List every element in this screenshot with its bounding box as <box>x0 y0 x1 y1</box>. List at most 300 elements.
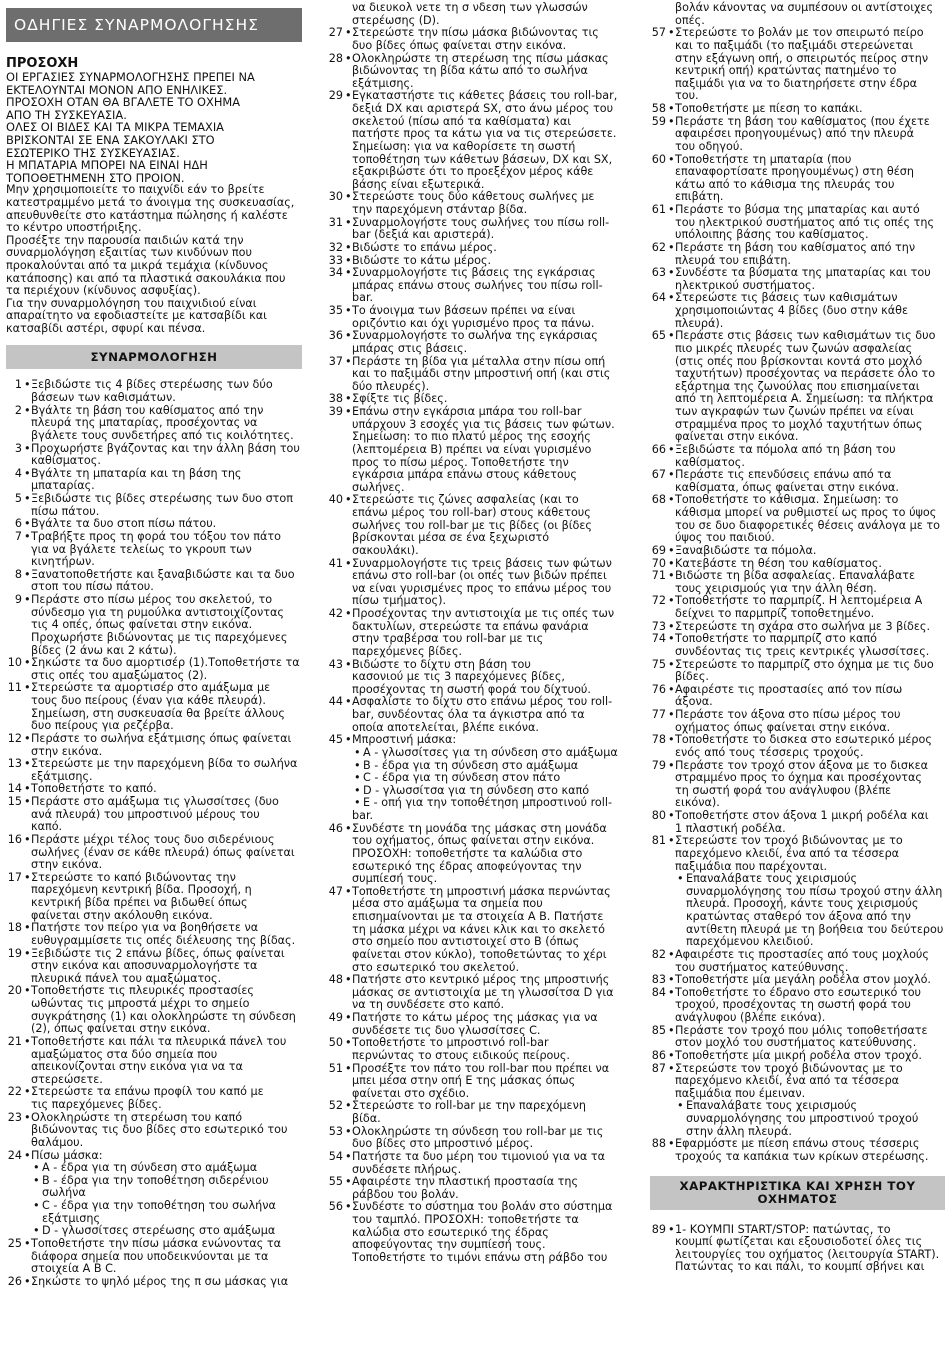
step-number: 39 <box>328 405 343 418</box>
step-line: Ξεβιδώστε τις βίδες στερέωσης των δυο στοπ <box>31 492 293 506</box>
step-number: 76 <box>651 682 666 696</box>
step-number: 16 <box>7 832 22 846</box>
bullet-icon: • <box>668 203 675 216</box>
step-line: bar. <box>352 291 374 305</box>
column-3 <box>650 2 945 1274</box>
step-line: στην εικόνα και αποσυναρμολογήστε τα <box>31 959 258 973</box>
step-number: 73 <box>651 619 666 633</box>
step-line: Τοποθετήστε το παρμπρίζ. Η λεπτομέρεια A <box>675 594 923 608</box>
step-line: Σηκώστε τα δυο αμορτισέρ (1).Τοποθετήστε τα <box>31 656 300 670</box>
warning-line: απευθυνθείτε στο κατάστημα πώλησης ή καλέστε <box>6 208 288 222</box>
warning-line: Μην χρησιμοποιείτε το παιχνίδι εάν το βρείτε <box>6 183 265 197</box>
step-line: βγάλετε τους συνδετήρες από τις κοιλότητες. <box>31 428 294 442</box>
bullet-icon: • <box>668 834 675 848</box>
step-item <box>650 116 945 154</box>
step-line: Στερεώστε το παρμπρίζ στο όχημα με τις δυο <box>675 657 934 671</box>
step-number: 37 <box>328 354 343 368</box>
step-item <box>650 330 945 444</box>
sub-line: A - γλωσσίτσες για τη σύνδεση στο αμάξωμα <box>363 745 618 759</box>
step-number: 55 <box>328 1175 343 1189</box>
step-item <box>650 103 945 116</box>
step-line: παξιμάδια που παρέχονται. <box>675 859 828 873</box>
step-number: 69 <box>651 543 666 557</box>
bullet-icon: • <box>354 758 361 772</box>
warning-lower <box>6 184 302 335</box>
bullet-icon: • <box>345 253 352 267</box>
step-line: πιο μικρές πλευρές των ζωνών ασφαλείας <box>675 341 913 355</box>
step-number: 20 <box>7 984 22 998</box>
step-item <box>327 356 627 394</box>
step-line: του συστήματος κατεύθυνσης. <box>675 960 849 974</box>
bullet-icon: • <box>668 442 675 456</box>
bullet-icon: • <box>345 884 352 898</box>
bullet-icon: • <box>24 567 31 581</box>
bullet-icon: • <box>345 89 352 103</box>
step-line: απεικονίζονται στην εικόνα για να τα <box>31 1060 243 1074</box>
step-line: πλευρά). <box>675 316 724 330</box>
step-line: για να βγάλετε τελείως το γκρουπ των <box>31 542 252 556</box>
step-line: Τραβήξτε προς τη φορά του τόξου τον πάτο <box>31 529 281 543</box>
step-number: 12 <box>7 731 22 745</box>
sub-line: Επαναλάβατε τους χειρισμούς <box>686 872 858 886</box>
step-number: 9 <box>14 593 22 607</box>
step-line: σωλήνες (έναν σε κάθε πλευρά) όπως φαίνεται <box>31 845 295 859</box>
step-line: τους δυο πείρους (έναν για κάθε πλευρά). <box>31 694 266 708</box>
warning-line: κατεστραμμένο μετά το άνοιγμα της συσκευασίας, <box>6 195 295 209</box>
step-number: 74 <box>651 632 666 646</box>
step-line: κάθισμα μπορεί να ρυθμιστεί ως προς το ύψος <box>675 506 937 519</box>
step-line: φαίνεται στον κύκλο), τοποθετώντας το χέρι <box>352 947 607 961</box>
step-line: και το παξιμάδι (το παξιμάδι στερεώνεται <box>675 38 914 52</box>
step-line: από τη λεπτομέρεια A. Σημείωση: τα πλήκτρα <box>675 392 934 406</box>
step-item <box>6 1112 302 1150</box>
bullet-icon: • <box>345 657 352 671</box>
step-item <box>650 760 945 811</box>
bullet-icon: • <box>668 493 675 507</box>
step-item <box>6 834 302 872</box>
step-number: 2 <box>14 403 22 417</box>
step-line: Βιδώστε το επάνω μέρος. <box>352 240 497 254</box>
step-item <box>650 684 945 709</box>
bullet-icon: • <box>345 733 352 747</box>
bullet-icon: • <box>345 26 352 40</box>
step-line: Στερεώστε τις ζώνες ασφαλείας (και το <box>352 493 579 507</box>
step-line: Τοποθετήστε το κάθισμα. Σημείωση: το <box>675 493 899 507</box>
step-line: Προσέχοντας την αντιστοιχία με τις οπές των <box>352 607 615 620</box>
step-item <box>650 267 945 292</box>
step-line: δακτυλίων, στερεώστε τα επάνω φανάρια <box>352 619 589 633</box>
bullet-icon: • <box>33 1199 40 1213</box>
step-line: Μπροστινή μάσκα: <box>352 733 457 747</box>
step-item <box>6 379 302 404</box>
step-number: 68 <box>651 493 666 507</box>
step-line: Τοποθετήστε το έδρανο στο εσωτερικό του <box>675 985 922 999</box>
step-line: φαίνεται στην ακόλουθη εικόνα. <box>31 908 213 922</box>
step-line: Στερεώστε το βολάν με τον σπειρωτό πείρο <box>675 26 924 40</box>
step-number: 67 <box>651 468 666 482</box>
step-number: 26 <box>7 1274 22 1288</box>
step-item <box>6 1238 302 1276</box>
step-line: τις 4 οπές, όπως φαίνεται στην εικόνα. <box>31 618 253 632</box>
step-number: 36 <box>328 329 343 343</box>
step-line: Σημείωση: το πιο πλατύ μέρος της εσοχής <box>352 430 591 444</box>
bullet-icon: • <box>668 1222 675 1236</box>
sub-item <box>6 1200 302 1225</box>
step-line: Βγάλτε τη μπαταρία και τη βάση της <box>31 466 242 480</box>
bullet-icon: • <box>677 1099 684 1113</box>
warning-line: απαραίτητο να εφοδιαστείτε με κατσαβίδι και <box>6 309 267 323</box>
step-line: δύο πλευρές). <box>352 379 430 393</box>
step-number: 34 <box>328 266 343 280</box>
step-item <box>6 531 302 569</box>
step-line: Περάστε τη βάση του καθίσματος από την <box>675 240 916 254</box>
step-line: Στερεώστε τις βάσεις των καθισμάτων <box>675 291 898 305</box>
step-number: 24 <box>7 1148 22 1162</box>
step-continuation: οπές. <box>675 13 705 27</box>
step-line: Πατήστε το κάτω μέρος της μάσκας για να <box>352 1011 598 1024</box>
step-number: 17 <box>7 870 22 884</box>
sub-line: B - έδρα για την τοποθέτηση σιδερένιου <box>42 1173 269 1187</box>
steps-list-col3-after <box>650 1224 945 1275</box>
step-item <box>650 1224 945 1275</box>
step-item <box>650 835 945 873</box>
step-item <box>6 493 302 518</box>
bullet-icon: • <box>33 1173 40 1187</box>
step-line: Συναρμολογήστε τις τρεις βάσεις των φώτων <box>352 556 612 570</box>
step-number: 60 <box>651 152 666 166</box>
step-line: στην εικόνα. <box>31 744 103 758</box>
step-number: 57 <box>651 26 666 40</box>
warning-line: Προσέξτε την παρουσία παιδιών κατά την <box>6 233 244 247</box>
bullet-icon: • <box>345 1036 352 1050</box>
step-line: Περάστε στο αμάξωμα τις γλωσσίτσες (δυο <box>31 795 279 809</box>
step-line: Στερεώστε με την παρεχόμενη βίδα το σωλήνα <box>31 757 298 771</box>
bullet-icon: • <box>345 1200 352 1214</box>
step-line: εγκάρσια μπάρα επάνω στους κάθετους <box>352 468 577 482</box>
step-line: του οχήματος, όπως φαίνεται στην εικόνα. <box>352 834 595 848</box>
step-item <box>6 569 302 594</box>
step-line: ταχυτήτων) προσέχοντας να περάσετε όλο το <box>675 367 936 381</box>
step-line: εξάτμισης. <box>31 769 93 783</box>
step-line: δείχνει το παρμπρίζ τοποθετημένο. <box>675 607 875 620</box>
step-line: του οδηγού. <box>675 139 743 153</box>
warning-line: συναρμολόγηση εξαιτίας των κινδύνων που <box>6 246 252 260</box>
step-number: 75 <box>651 657 666 671</box>
step-line: προς το πίσω μέρος. Τοποθετήστε την <box>352 455 569 469</box>
step-line: κάτω από το κάθισμα της πλευράς του <box>675 177 895 191</box>
step-line: παξιμάδια που έμειναν. <box>675 1086 806 1100</box>
step-number: 1 <box>14 378 22 392</box>
step-line: υπάρχουν 3 εσοχές για τις βάσεις των φώτων. <box>352 417 615 431</box>
step-number: 61 <box>651 203 666 216</box>
sub-item <box>650 873 945 949</box>
step-line: επιβάτη. <box>675 190 724 204</box>
step-line: Τοποθετήστε το καπό. <box>31 782 157 796</box>
sub-item <box>6 1175 302 1200</box>
step-item <box>327 1151 627 1176</box>
step-number: 78 <box>651 733 666 747</box>
step-line: Τοποθετήστε τη μπροστινή μάσκα περνώντας <box>352 884 611 898</box>
step-line: Στερεώστε το roll-bar με την παρεχόμενη <box>352 1099 586 1113</box>
step-number: 7 <box>14 529 22 543</box>
warning-line: ΟΙ ΕΡΓΑΣΙΕΣ ΣΥΝΑΡΜΟΛΟΓΗΣΗΣ ΠΡΕΠΕΙ ΝΑ <box>6 70 255 84</box>
bullet-icon: • <box>24 403 31 417</box>
step-line: Στερεώστε τον τροχό βιδώνοντας με το <box>675 834 903 848</box>
step-item <box>327 1176 627 1201</box>
step-number: 10 <box>7 656 22 670</box>
step-line: Στερεώστε τα επάνω προφίλ του καπό με <box>31 1085 264 1099</box>
sub-line: στην άλλη πλευρά. <box>686 1124 792 1138</box>
step-item <box>327 1037 627 1062</box>
step-item <box>327 90 627 191</box>
step-number: 72 <box>651 594 666 608</box>
step-line: βάσης είναι εξωτερικά. <box>352 177 485 191</box>
step-line: εξάρτημα της ζωνούλας που επισημαίνεται <box>675 379 920 393</box>
step-line: την παρεχόμενη στάνταρ βίδα. <box>352 203 528 216</box>
bullet-icon: • <box>345 973 352 987</box>
step-item <box>327 696 627 734</box>
bullet-icon: • <box>668 1048 675 1062</box>
step-line: εξακριβώστε ότι το προεξέχον μέρος κάθε <box>352 165 594 179</box>
step-line: βίδες. <box>675 670 709 684</box>
step-number: 53 <box>328 1124 343 1138</box>
step-number: 28 <box>328 51 343 65</box>
step-line: βρίσκονται μέσα σε ένα ξεχωριστό <box>352 531 550 545</box>
bullet-icon: • <box>668 973 675 987</box>
step-line: Πατήστε τα δυο μέρη του τιμονιού για να τα <box>352 1149 605 1163</box>
step-line: Στερεώστε τον τροχό βιδώνοντας με το <box>675 1061 903 1075</box>
step-line: Βγάλτε τη βάση του καθίσματος από την <box>31 403 264 417</box>
bullet-icon: • <box>345 607 352 620</box>
step-line: στερεώσετε. <box>31 1072 103 1086</box>
section-features-line: ΧΑΡΑΚΤΗΡΙΣΤΙΚΑ ΚΑΙ ΧΡΗΣΗ ΤΟΥ <box>679 1178 916 1193</box>
bullet-icon: • <box>345 215 352 229</box>
step-line: επισημαίνονται με τα στοιχεία A B. Πατήστε <box>352 910 604 923</box>
bullet-icon: • <box>345 821 352 835</box>
step-line: ΠΡΟΣΟΧΗ: τοποθετήστε τα καλώδια στο <box>352 846 583 860</box>
step-line: τις παρεχόμενες βίδες. <box>31 1098 162 1112</box>
step-number: 5 <box>14 492 22 506</box>
step-item <box>650 1025 945 1050</box>
step-line: κασονιού με τις 3 παρεχόμενες βίδες, <box>352 670 565 684</box>
step-line: Τοποθετήστε το παρμπρίζ στο καπό <box>675 632 877 646</box>
step-item <box>6 872 302 923</box>
step-item <box>650 469 945 494</box>
sub-line: κρατώντας σταθερό τον άξονα από την <box>686 910 911 923</box>
section-features-header <box>650 1176 945 1210</box>
bullet-icon: • <box>24 1034 31 1048</box>
step-line: (στις οπές που βρίσκονται κοντά στο μοχλό <box>675 354 923 368</box>
sub-line: A - έδρα για τη σύνδεση στο αμάξωμα <box>42 1161 258 1175</box>
step-line: πλευρά του επιβάτη. <box>675 253 791 267</box>
step-line: Περάστε το βύσμα της μπαταρίας και αυτό <box>675 203 920 216</box>
warning-line: κατάποσης) και από τα πλαστικά σακουλάκια που <box>6 271 286 285</box>
step-item <box>650 974 945 987</box>
step-number: 18 <box>7 921 22 935</box>
step-item <box>327 823 627 886</box>
step-item <box>327 659 627 697</box>
bullet-icon: • <box>668 556 675 570</box>
step-number: 51 <box>328 1061 343 1075</box>
step-line: τροχού, προσέχοντας τη σωστή φορά του <box>675 998 911 1012</box>
step-item <box>327 494 627 557</box>
bullet-icon: • <box>668 291 675 305</box>
step-line: σωλήνες του roll-bar με τις βίδες (οι βίδες <box>352 518 593 532</box>
step-number: 83 <box>651 973 666 987</box>
bullet-icon: • <box>668 1023 675 1037</box>
step-line: συγκράτησης (1) και ολοκληρώστε τη σύνδεση <box>31 1009 296 1023</box>
step-line: κουμπί φωτίζεται και εξουσιοδοτεί όλες τις <box>675 1235 923 1249</box>
step-item <box>650 204 945 242</box>
warning-line: ΤΟΠΟΘΕΤΗΜΕΝΗ ΣΤΟ ΠΡΟΙΟΝ. <box>6 170 185 185</box>
step-number: 85 <box>651 1023 666 1037</box>
step-line: Βιδώστε το δίχτυ στη βάση του <box>352 657 531 671</box>
step-number: 27 <box>328 26 343 40</box>
bullet-icon: • <box>345 405 352 418</box>
sub-item <box>650 1100 945 1138</box>
step-line: Πατήστε τον πείρο για να βοηθήσετε να <box>31 921 259 935</box>
step-number: 50 <box>328 1036 343 1050</box>
step-line: του σε δυο διαφορετικές θέσεις ανάλογα με το <box>675 518 940 532</box>
step-line: πλευρικά πάνελ του αμαξώματος. <box>31 971 222 985</box>
step-line: Περάστε το σωλήνα εξάτμισης όπως φαίνεται <box>31 731 292 745</box>
step-line: δυο πείρους για ρεζέρβα. <box>31 719 174 733</box>
step-line: σύνδεσμο για τη ρυμούλκα αντιστοιχίζοντας <box>31 605 284 619</box>
step-continuation: στερέωσης (D). <box>352 13 440 27</box>
step-line: Τοποθετήστε τις πλευρικές προστασίες <box>31 984 254 998</box>
warning-line: κατσαβίδι αστέρι, σφυρί και πένσα. <box>6 321 206 335</box>
bullet-icon: • <box>345 304 352 317</box>
step-line: να τη συνδέσετε στο καπό. <box>352 998 505 1012</box>
step-line: σκελετού (πίσω από τα καθίσματα) και <box>352 114 572 128</box>
sub-line: αντίθετη πλευρά με τη βοήθεια του δεύτερου <box>686 922 944 936</box>
step-line: bar. <box>352 809 374 822</box>
step-line: δεξιά DX και αριστερά SX, στο άνω μέρος του <box>352 102 614 115</box>
step-line: τροχούς τα καπάκια των κρίκων στερέωσης. <box>675 1149 929 1163</box>
step-item <box>6 468 302 493</box>
bullet-icon: • <box>24 946 31 960</box>
step-line: Πίσω μάσκα: <box>31 1148 103 1162</box>
bullet-icon: • <box>24 984 31 998</box>
bullet-icon: • <box>668 569 675 583</box>
step-item <box>327 734 627 747</box>
step-line: Περάστε τις επενδύσεις επάνω από τα <box>675 468 892 482</box>
bullet-icon: • <box>668 809 675 822</box>
bullet-icon: • <box>24 1236 31 1250</box>
step-line: Πατήστε στο κεντρικό μέρος της μπροστινής <box>352 973 610 987</box>
step-line: Βγάλτε τα δυο στοπ πίσω πάτου. <box>31 517 217 531</box>
step-item <box>6 758 302 783</box>
step-number: 62 <box>651 240 666 254</box>
step-item <box>6 405 302 443</box>
step-number: 38 <box>328 392 343 406</box>
step-line: Το άνοιγμα των βάσεων πρέπει να είναι <box>352 304 576 317</box>
step-line: Τοποθετήστε το μπροστινό roll-bar <box>352 1036 549 1050</box>
warning-upper <box>6 71 302 184</box>
step-number: 84 <box>651 985 666 999</box>
step-item <box>327 1100 627 1125</box>
step-line: Ξεβιδώστε τα πόμολα από τη βάση του <box>675 442 896 456</box>
step-number: 45 <box>328 733 343 747</box>
step-line: Τοποθετήστε μία μικρή ροδέλα στον τροχό. <box>675 1048 922 1062</box>
step-line: του ταμπλό. ΠΡΟΣΟΧΗ: τοποθετήστε τα <box>352 1213 579 1226</box>
step-line: στοπ του πίσω πάτου. <box>31 580 154 594</box>
bullet-icon: • <box>668 240 675 254</box>
step-number: 80 <box>651 809 666 822</box>
bullet-icon: • <box>668 594 675 608</box>
step-line: να είναι γυρισμένες προς το επάνω μέρος του <box>352 581 612 595</box>
step-line: Ξαναβιδώστε τα πόμολα. <box>675 543 817 557</box>
step-line: ενός από τους τέσσερις τροχούς. <box>675 745 864 759</box>
bullet-icon: • <box>668 947 675 961</box>
step-item <box>327 558 627 609</box>
step-line: διάφορα σημεία που υποδεικνύονται με τα <box>31 1249 269 1263</box>
step-item <box>327 1012 627 1037</box>
bullet-icon: • <box>24 782 31 796</box>
step-item <box>650 292 945 330</box>
step-line: πλευρά της μπαταρίας, προσέχοντας να <box>31 416 258 430</box>
step-line: Συναρμολογήστε τις βάσεις της εγκάρσιας <box>352 266 596 280</box>
bullet-icon: • <box>24 492 31 506</box>
step-line: σακουλάκι). <box>352 543 419 557</box>
bullet-icon: • <box>668 758 675 772</box>
step-line: Ξανατοποθετήστε και ξαναβιδώστε και τα δυο <box>31 567 295 581</box>
bullet-icon: • <box>668 152 675 166</box>
sub-line: πλευρά. Προσοχή, κάντε τους χειρισμούς <box>686 897 919 911</box>
sub-item <box>6 1162 302 1175</box>
step-line: ανά πλευρά) του μπροστινού μέρους του <box>31 807 260 821</box>
warning-line: ΒΡΙΣΚΟΝΤΑΙ ΣΕ ΕΝΑ ΣΑΚΟΥΛΑΚΙ ΣΤΟ <box>6 132 215 147</box>
step-line: Ολοκληρώστε τη στερέωση της πίσω μάσκας <box>352 51 609 65</box>
step-line: μπάρας επάνω στους σωλήνες του πίσω roll- <box>352 278 603 292</box>
step-number: 77 <box>651 708 666 721</box>
step-line: φαίνεται στο σχέδιο. <box>352 1086 470 1100</box>
step-line: τη μάσκα μέχρι να κάνει κλικ και το σκελετό <box>352 922 605 936</box>
step-line: αμαξώματος στα δύο σημεία που <box>31 1047 218 1061</box>
bullet-icon: • <box>24 870 31 884</box>
bullet-icon: • <box>24 441 31 455</box>
bullet-icon: • <box>668 543 675 557</box>
step-line: τη σωστή φορά του ανάγλυφου (βλέπε <box>675 783 892 797</box>
bullet-icon: • <box>354 783 361 797</box>
step-line: στο σημείο που αντιστοιχεί στο B (όπως <box>352 935 580 949</box>
step-number: 89 <box>651 1222 666 1236</box>
step-item <box>6 682 302 733</box>
step-item <box>327 406 627 494</box>
step-line: παρεχόμενο κλειδί, ένα από τα τέσσερα <box>675 1074 900 1088</box>
step-item <box>6 1036 302 1087</box>
bullet-icon: • <box>24 656 31 670</box>
step-number: 52 <box>328 1099 343 1113</box>
step-line: υπόλοιπης βάσης του καθίσματος. <box>675 228 869 242</box>
step-line: συνδέσετε πλήρως. <box>352 1162 462 1176</box>
sub-line: D - γλωσσίτσες στερέωσης στο αμάξωμα <box>42 1224 276 1238</box>
step-line: στοιχεία A B C. <box>31 1262 117 1276</box>
sub-line: D - γλωσσίτσα για τη σύνδεση στο καπό <box>363 783 590 797</box>
step-item <box>6 733 302 758</box>
step-line: Τοποθετήστε και πάλι τα πλευρικά πάνελ του <box>31 1034 287 1048</box>
bullet-icon: • <box>24 593 31 607</box>
step-line: Ασφαλίστε το δίχτυ στο επάνω μέρος του roll- <box>352 695 613 709</box>
step-line: Τοποθετήστε στον άξονα 1 μικρή ροδέλα και <box>675 809 929 822</box>
bullet-icon: • <box>345 1124 352 1138</box>
step-number: 32 <box>328 240 343 254</box>
step-item <box>327 974 627 1012</box>
bullet-icon: • <box>668 329 675 343</box>
bullet-icon: • <box>24 1085 31 1099</box>
bullet-icon: • <box>345 1099 352 1113</box>
step-line: Τοποθετήστε τη μπαταρία (που <box>675 152 852 166</box>
